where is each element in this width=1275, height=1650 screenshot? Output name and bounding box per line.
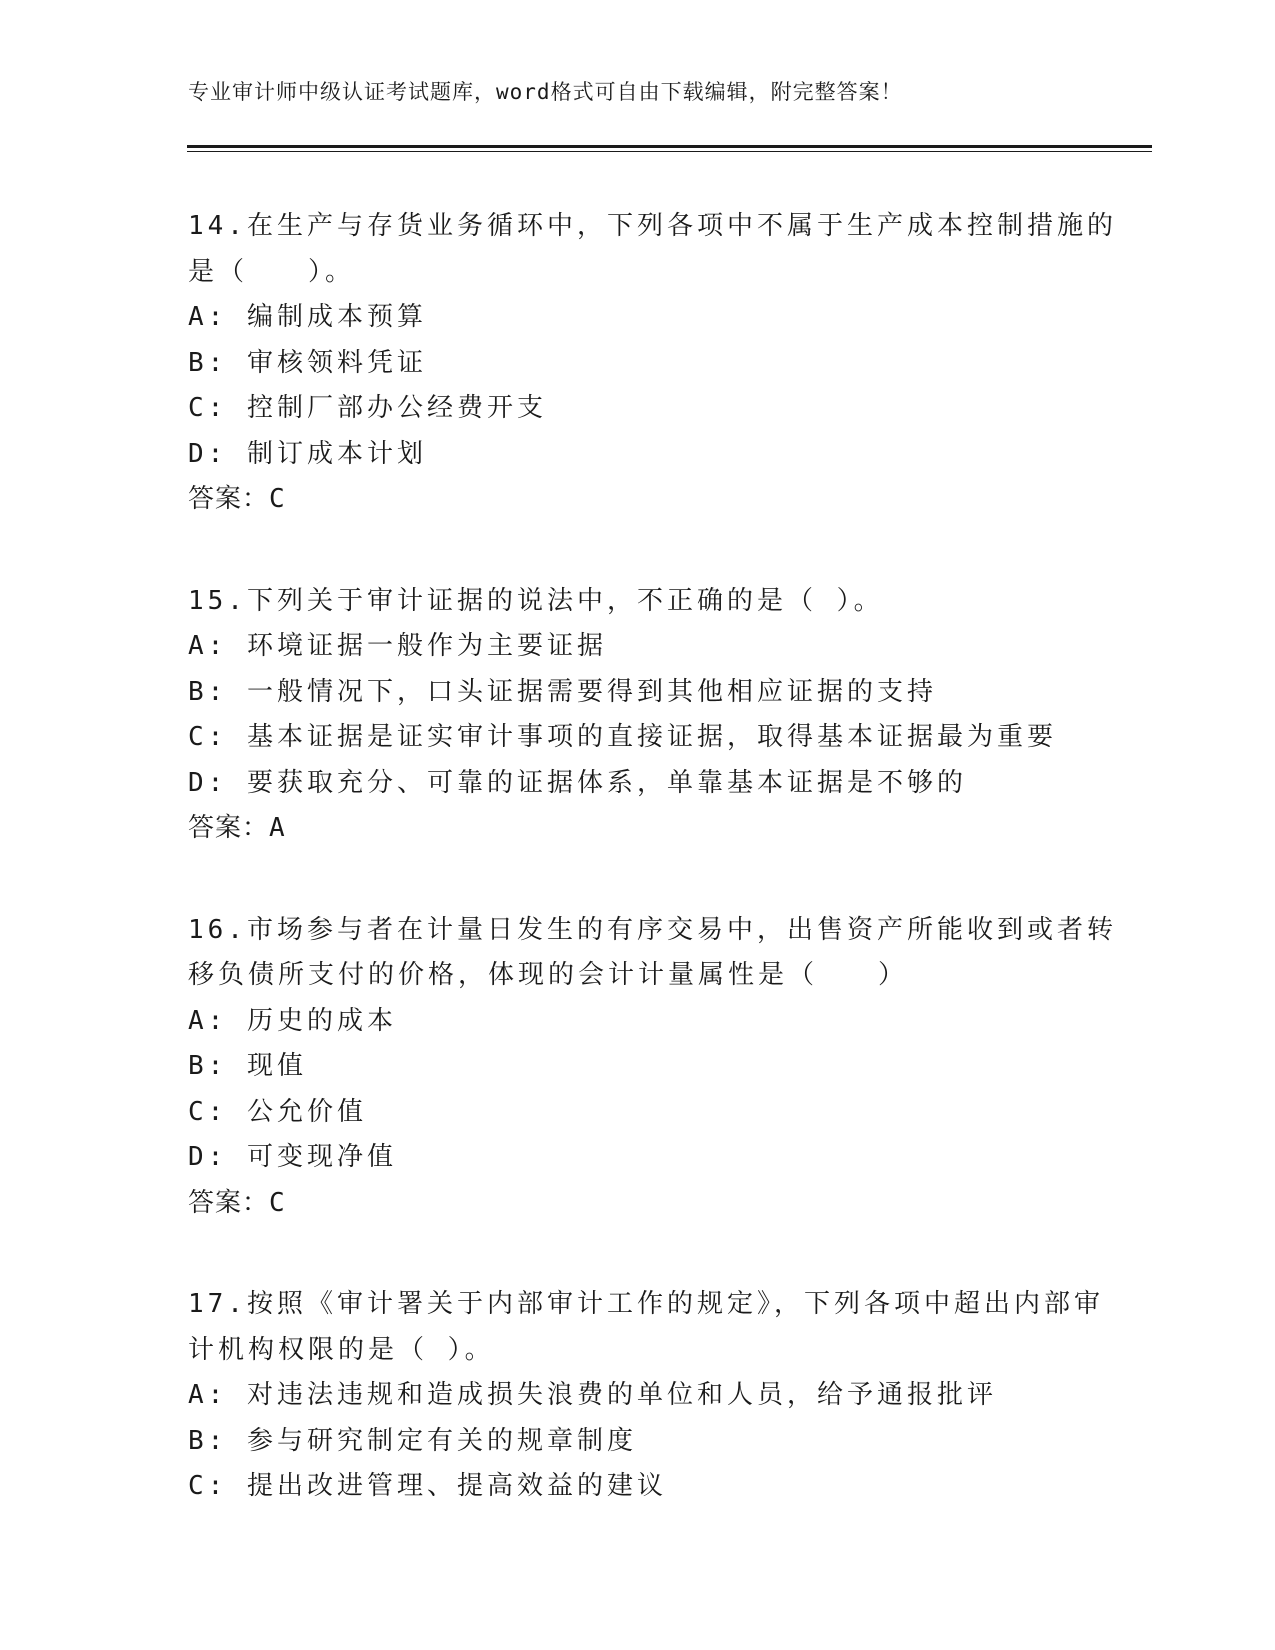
- answer-line: 答案：A: [188, 813, 286, 843]
- question-stem-line: 14.在生产与存货业务循环中，下列各项中不属于生产成本控制措施的: [188, 211, 1117, 241]
- answer-line: 答案：C: [188, 484, 286, 514]
- header-title: 专业审计师中级认证考试题库，word格式可自由下载编辑，附完整答案！: [188, 80, 903, 104]
- question-stem-line: 15.下列关于审计证据的说法中，不正确的是（ ）。: [188, 585, 884, 616]
- option-c: C: 提出改进管理、提高效益的建议: [188, 1471, 667, 1501]
- option-c: C: 基本证据是证实审计事项的直接证据，取得基本证据最为重要: [188, 722, 1057, 752]
- header-divider-thin: [187, 151, 1152, 152]
- option-a: A: 编制成本预算: [188, 302, 427, 332]
- option-a: A: 历史的成本: [188, 1005, 397, 1036]
- question-stem-line: 计机构权限的是（ ）。: [188, 1334, 495, 1365]
- question-stem-line: 16.市场参与者在计量日发生的有序交易中，出售资产所能收到或者转: [188, 914, 1117, 945]
- option-d: D: 要获取充分、可靠的证据体系，单靠基本证据是不够的: [188, 767, 967, 798]
- question-stem-line: 移负债所支付的价格，体现的会计计量属性是（ ）: [188, 960, 909, 990]
- option-b: B: 审核领料凭证: [188, 347, 427, 378]
- question-17: [188, 1282, 1104, 1510]
- option-b: B: 现值: [188, 1051, 307, 1081]
- option-c: C: 公允价值: [188, 1096, 367, 1127]
- question-15: [188, 579, 1088, 852]
- question-list: [188, 204, 1117, 1566]
- header-divider-thick: [187, 145, 1152, 148]
- option-b: B: 参与研究制定有关的规章制度: [188, 1425, 637, 1456]
- option-d: D: 可变现净值: [188, 1142, 397, 1172]
- question-14: [188, 204, 1117, 523]
- option-b: B: 一般情况下，口头证据需要得到其他相应证据的支持: [188, 676, 937, 707]
- question-16: [188, 908, 1117, 1227]
- option-c: C: 控制厂部办公经费开支: [188, 393, 547, 423]
- option-a: A: 对违法违规和造成损失浪费的单位和人员，给予通报批评: [188, 1380, 997, 1410]
- question-stem-line: 是（ ）。: [188, 256, 356, 287]
- option-a: A: 环境证据一般作为主要证据: [188, 631, 607, 661]
- answer-line: 答案：C: [188, 1187, 286, 1218]
- question-stem-line: 17.按照《审计署关于内部审计工作的规定》，下列各项中超出内部审: [188, 1289, 1104, 1319]
- option-d: D: 制订成本计划: [188, 438, 427, 469]
